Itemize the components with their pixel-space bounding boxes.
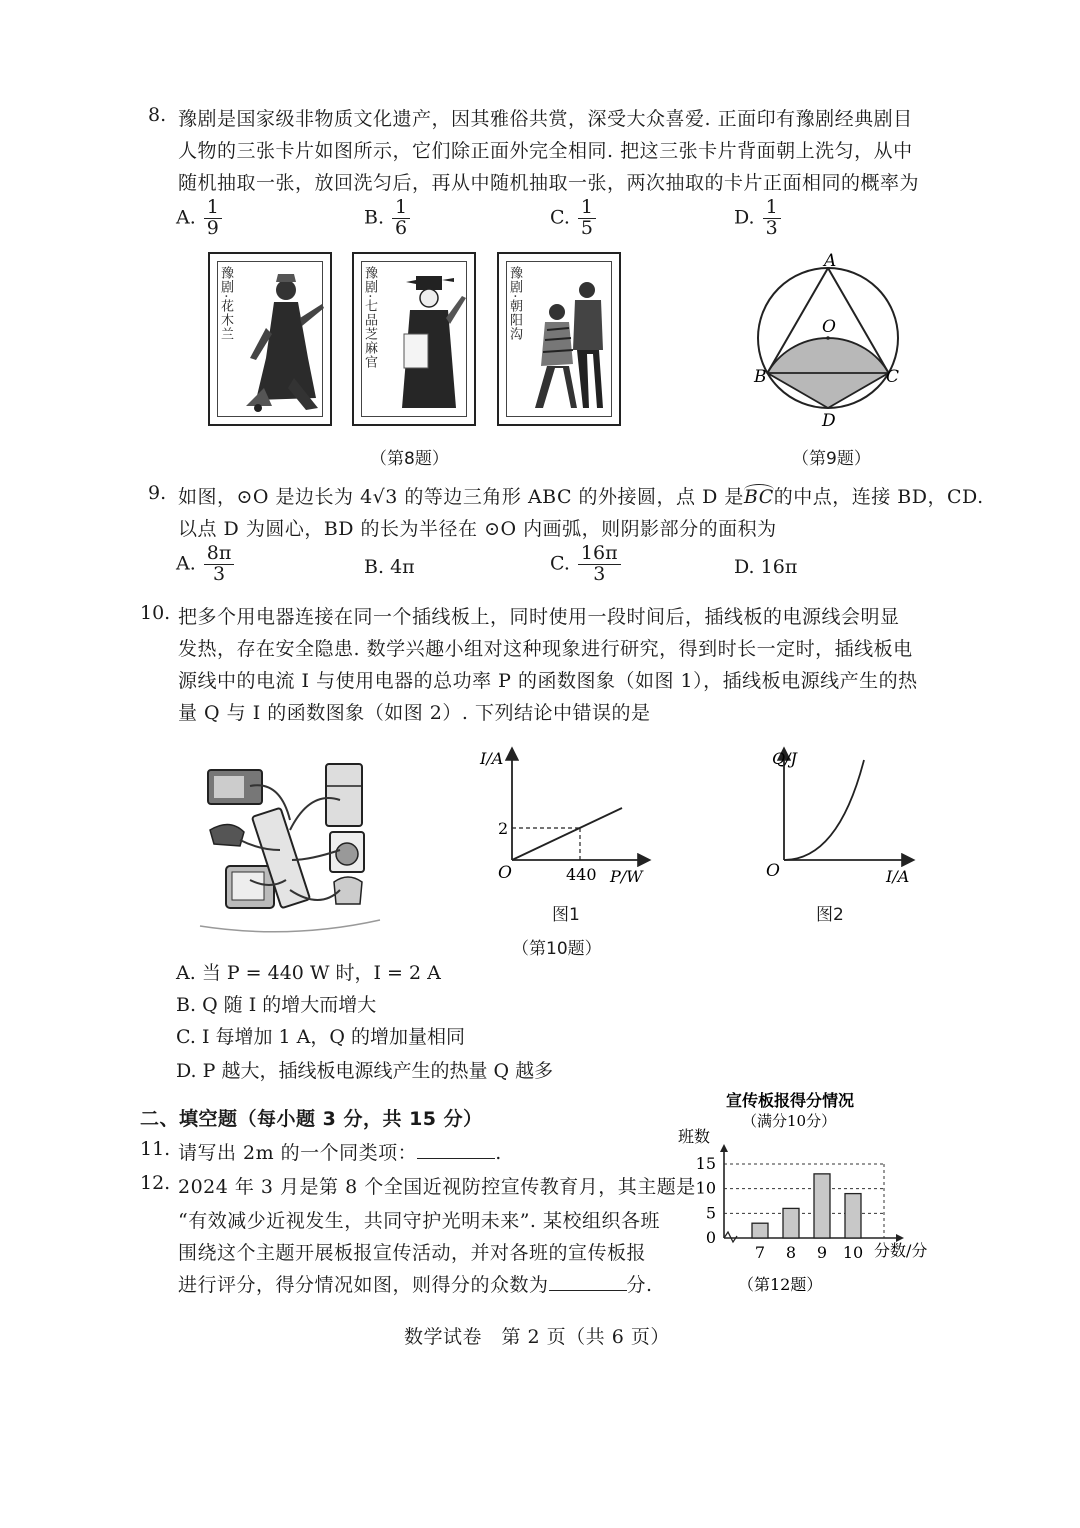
q8-caption: （第8题） [370,449,449,469]
q8-line-1: 豫剧是国家级非物质文化遗产，因其雅俗共赏，深受大众喜爱. 正面印有豫剧经典剧目 [178,108,913,130]
q12-number: 12. [140,1172,171,1194]
q9-option-c: C. $\frac{16\pi}{3}$ [550,544,621,585]
chart-bar [783,1208,799,1238]
q10-line-1: 把多个用电器连接在同一个插线板上，同时使用一段时间后，插线板的电源线会明显 [178,606,900,628]
q9-option-d: D. 16π [734,556,798,578]
q9-line-2: 以点 D 为圆心，BD 的长为半径在 ⊙O 内画弧，则阴影部分的面积为 [178,518,777,540]
opera-card-2 [352,252,476,426]
chart-y-axis-arrow [720,1144,728,1152]
point-d-label: D [822,411,836,430]
chart-x-axis-label: 分数/分 [874,1241,928,1260]
fig1-x-tick: 440 [566,865,597,884]
chart-x-tick-label: 10 [842,1243,864,1262]
q12-caption: （第12题） [738,1275,823,1294]
chart-y-tick-label: 0 [705,1228,716,1247]
fig2-y-label: Q/J [772,749,797,768]
opera-card-2-label: 豫剧·七品芝麻官 [362,266,377,370]
q10-figure-1-graph [476,740,666,890]
q8-option-a: A. $\frac{1}{9}$ [176,198,222,239]
q9-option-a: A. $\frac{8\pi}{3}$ [176,544,234,585]
q10-option-a: A. 当 P = 440 W 时，I = 2 A [176,962,441,984]
chart-title: 宣传板报得分情况 [726,1091,855,1110]
q9-number: 9. [148,482,167,504]
chart-bar [814,1174,830,1238]
q10-number: 10. [140,602,171,624]
q10-option-d: D. P 越大，插线板电源线产生的热量 Q 越多 [176,1060,554,1082]
q8-option-c: C. $\frac{1}{5}$ [550,198,596,239]
fig2-origin: O [766,861,780,881]
q10-line-3: 源线中的电流 I 与使用电器的总功率 P 的函数图象（如图 1），插线板电源线产生的热 [178,670,918,692]
point-b-label: B [754,367,767,387]
chart-y-tick-label: 5 [705,1203,716,1223]
q12-line-2: “有效减少近视发生，共同守护光明未来”. 某校组织各班 [178,1210,661,1232]
q11-number: 11. [140,1138,171,1160]
appliances-illustration [190,740,390,940]
fig2-x-label: I/A [886,867,910,886]
q8-option-d: D. $\frac{1}{3}$ [734,198,781,239]
q10-figure-2-caption: 图2 [816,905,844,925]
chart-subtitle: （满分10分） [742,1112,837,1130]
q10-caption: （第10题） [512,939,602,959]
arc-bc-label: BC [743,486,774,508]
opera-card-1 [208,252,332,426]
chart-y-axis-label: 班数 [678,1127,711,1146]
q12-line-4: 进行评分，得分情况如图，则得分的众数为 分. [178,1274,653,1296]
q9-circle-figure [740,250,920,430]
fig1-y-tick: 2 [498,819,509,838]
q11-text: 请写出 2m 的一个同类项： . [178,1142,502,1164]
q9-option-b: B. 4π [364,556,415,578]
q9-line-1: 如图，⊙O 是边长为 4√3 的等边三角形 ABC 的外接圆，点 D 是BC的中点，连接 BD，CD. [178,486,984,508]
q8-option-b: B. $\frac{1}{6}$ [364,198,410,239]
q10-figure-1-caption: 图1 [552,905,580,925]
chart-bar [845,1194,861,1238]
q10-option-c: C. I 每增加 1 A，Q 的增加量相同 [176,1026,466,1048]
chart-x-tick-label: 8 [785,1243,797,1262]
opera-figure-2 [380,268,470,418]
opera-figure-1 [236,268,326,418]
fig1-origin: O [498,863,512,883]
q10-figure-2-graph [760,740,930,890]
fig1-x-label: P/W [610,867,643,886]
q9-caption: （第9题） [792,449,871,469]
point-a-label: A [824,251,837,271]
q12-answer-blank[interactable] [549,1274,627,1291]
chart-x-tick-label: 7 [754,1243,766,1262]
chart-y-tick-label: 15 [695,1154,716,1173]
point-c-label: C [886,367,900,387]
point-o-label: O [822,317,836,337]
opera-card-1-label: 豫剧·花木兰 [218,266,233,342]
chart-x-tick-label: 9 [816,1243,828,1262]
q12-bar-chart [676,1086,946,1306]
q8-number: 8. [148,104,167,126]
q8-line-2: 人物的三张卡片如图所示，它们除正面外完全相同. 把这三张卡片背面朝上洗匀，从中 [178,140,913,162]
opera-card-3-label: 豫剧·朝阳沟 [507,266,522,342]
q10-option-b: B. Q 随 I 的增大而增大 [176,994,377,1016]
q12-line-1: 2024 年 3 月是第 8 个全国近视防控宣传教育月，其主题是 [178,1176,696,1198]
opera-figure-3 [523,268,615,418]
q8-line-3: 随机抽取一张，放回洗匀后，再从中随机抽取一张，两次抽取的卡片正面相同的概率为 [178,172,920,194]
q12-line-3: 围绕这个主题开展板报宣传活动，并对各班的宣传板报 [178,1242,647,1264]
page-footer: 数学试卷 第 2 页（共 6 页） [404,1326,670,1348]
chart-bar [752,1223,768,1238]
q10-line-4: 量 Q 与 I 的函数图象（如图 2）. 下列结论中错误的是 [178,702,651,724]
q11-answer-blank[interactable] [417,1142,495,1159]
section-2-title: 二、填空题（每小题 3 分，共 15 分） [140,1108,483,1130]
q10-line-2: 发热，存在安全隐患. 数学兴趣小组对这种现象进行研究，得到时长一定时，插线板电 [178,638,913,660]
opera-card-3 [497,252,621,426]
fig1-y-label: I/A [480,749,504,768]
chart-axis-break [724,1232,737,1242]
chart-y-tick-label: 10 [695,1178,716,1198]
